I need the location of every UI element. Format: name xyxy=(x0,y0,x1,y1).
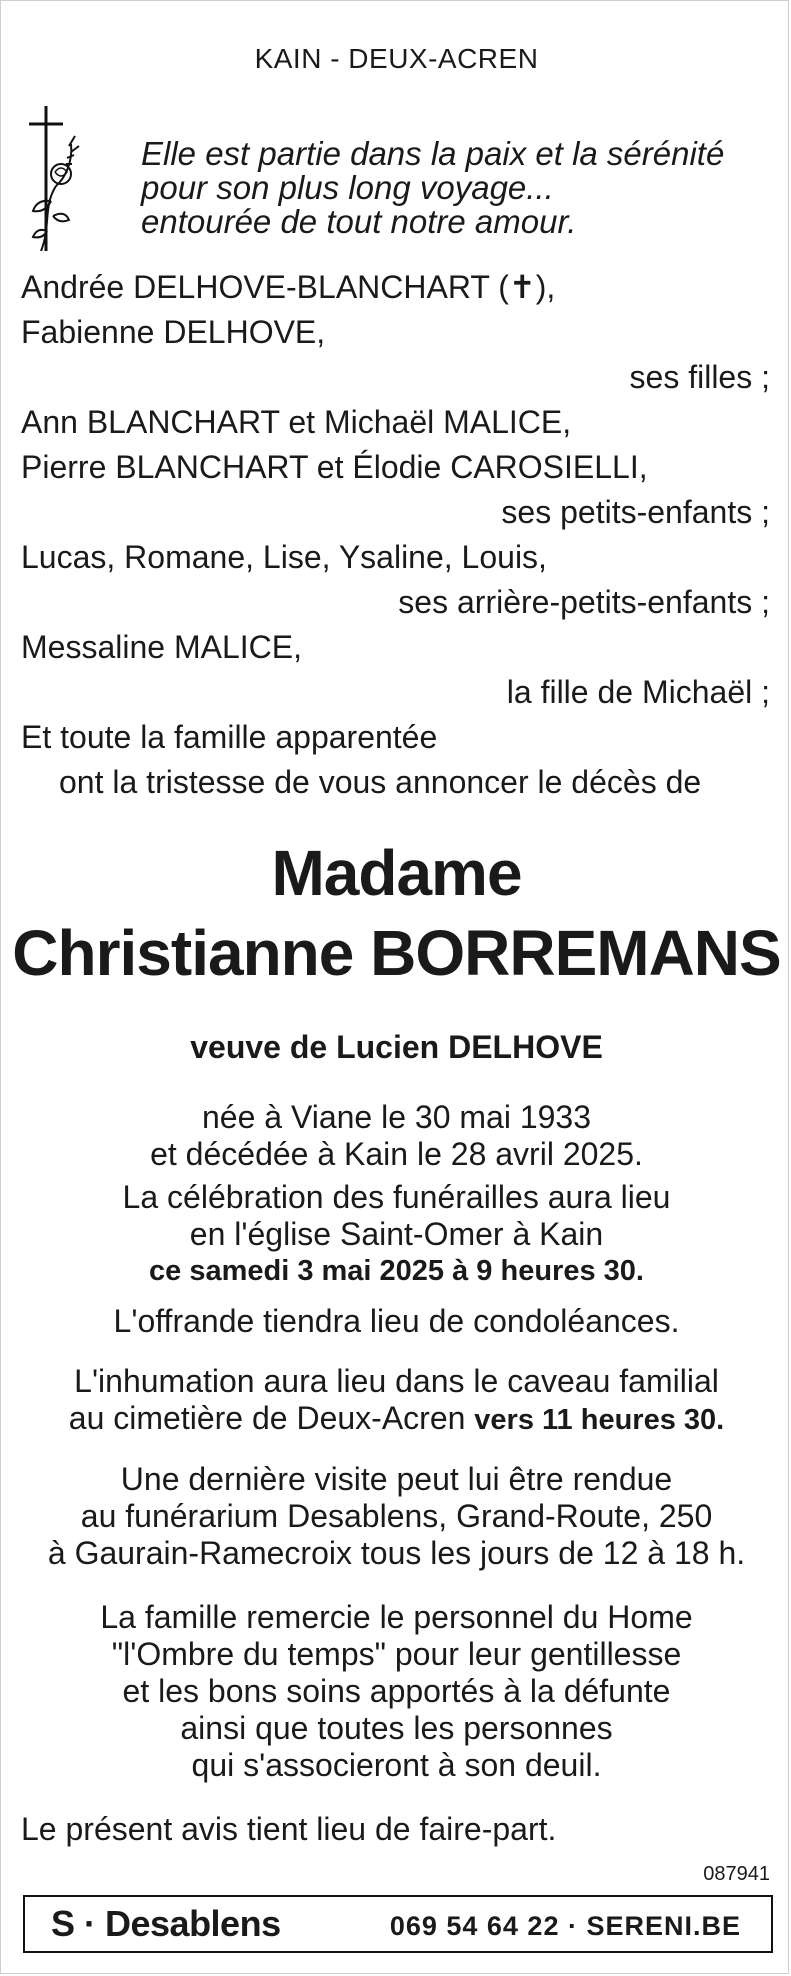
family-role-other: la fille de Michaël ; xyxy=(506,674,770,710)
family-role-grandchildren: ses petits-enfants ; xyxy=(501,494,770,530)
thanks-line-1: La famille remercie le personnel du Home xyxy=(100,1599,693,1635)
family-role-daughters: ses filles ; xyxy=(629,359,770,395)
cross-rose-icon xyxy=(21,106,91,251)
funeral-home-brand: S · Desablens xyxy=(51,1903,281,1944)
born-line: née à Viane le 30 mai 1933 xyxy=(201,1099,592,1135)
verse-line-1: Elle est partie dans la paix et la sérénité xyxy=(141,135,725,172)
offering-line: L'offrande tiendra lieu de condoléances. xyxy=(113,1303,680,1339)
place-header: KAIN - DEUX-ACREN xyxy=(254,43,539,74)
family-grandchild-2: Pierre BLANCHART et Élodie CAROSIELLI, xyxy=(21,449,648,485)
deceased-title: Madame xyxy=(271,837,522,909)
burial-place: au cimetière de Deux-Acren xyxy=(68,1400,475,1436)
funeral-line-2: en l'église Saint-Omer à Kain xyxy=(189,1216,604,1252)
reference-number: 087941 xyxy=(703,1863,770,1885)
family-other-1: Messaline MALICE, xyxy=(21,629,302,665)
family-daughter-1: Andrée DELHOVE-BLANCHART (✝), xyxy=(21,269,556,305)
funeral-home-footer xyxy=(23,1895,773,1953)
family-daughter-2: Fabienne DELHOVE, xyxy=(21,314,326,350)
burial-line-2 xyxy=(1,1400,791,1439)
family-extended: Et toute la famille apparentée xyxy=(21,719,438,755)
died-line: et décédée à Kain le 28 avril 2025. xyxy=(150,1136,643,1172)
deceased-name: Christianne BORREMANS xyxy=(12,917,781,989)
verse-line-3: entourée de tout notre amour. xyxy=(141,203,577,240)
family-great-grandchildren: Lucas, Romane, Lise, Ysaline, Louis, xyxy=(21,539,547,575)
verse-line-2: pour son plus long voyage... xyxy=(141,169,554,206)
funeral-date: ce samedi 3 mai 2025 à 9 heures 30. xyxy=(149,1255,644,1287)
family-role-great-grandchildren: ses arrière-petits-enfants ; xyxy=(398,584,770,620)
family-grandchild-1: Ann BLANCHART et Michaël MALICE, xyxy=(21,404,572,440)
visit-line-3: à Gaurain-Ramecroix tous les jours de 12 à 18 h. xyxy=(47,1535,746,1571)
thanks-line-2: "l'Ombre du temps" pour leur gentillesse xyxy=(111,1636,682,1672)
thanks-line-4: ainsi que toutes les personnes xyxy=(180,1710,613,1746)
visit-line-1: Une dernière visite peut lui être rendue xyxy=(120,1461,673,1497)
thanks-line-3: et les bons soins apportés à la défunte xyxy=(122,1673,671,1709)
widow-of: veuve de Lucien DELHOVE xyxy=(190,1029,603,1065)
burial-line-1: L'inhumation aura lieu dans le caveau familial xyxy=(74,1363,719,1399)
announcement-line: ont la tristesse de vous annoncer le décès de xyxy=(59,764,702,800)
funeral-line-1: La célébration des funérailles aura lieu xyxy=(122,1179,671,1215)
closing-line: Le présent avis tient lieu de faire-part. xyxy=(21,1811,557,1847)
visit-line-2: au funérarium Desablens, Grand-Route, 250 xyxy=(80,1498,713,1534)
funeral-home-contact: 069 54 64 22 · SERENI.BE xyxy=(389,1911,741,1941)
burial-time: vers 11 heures 30. xyxy=(474,1404,725,1436)
thanks-line-5: qui s'associeront à son deuil. xyxy=(191,1747,602,1783)
